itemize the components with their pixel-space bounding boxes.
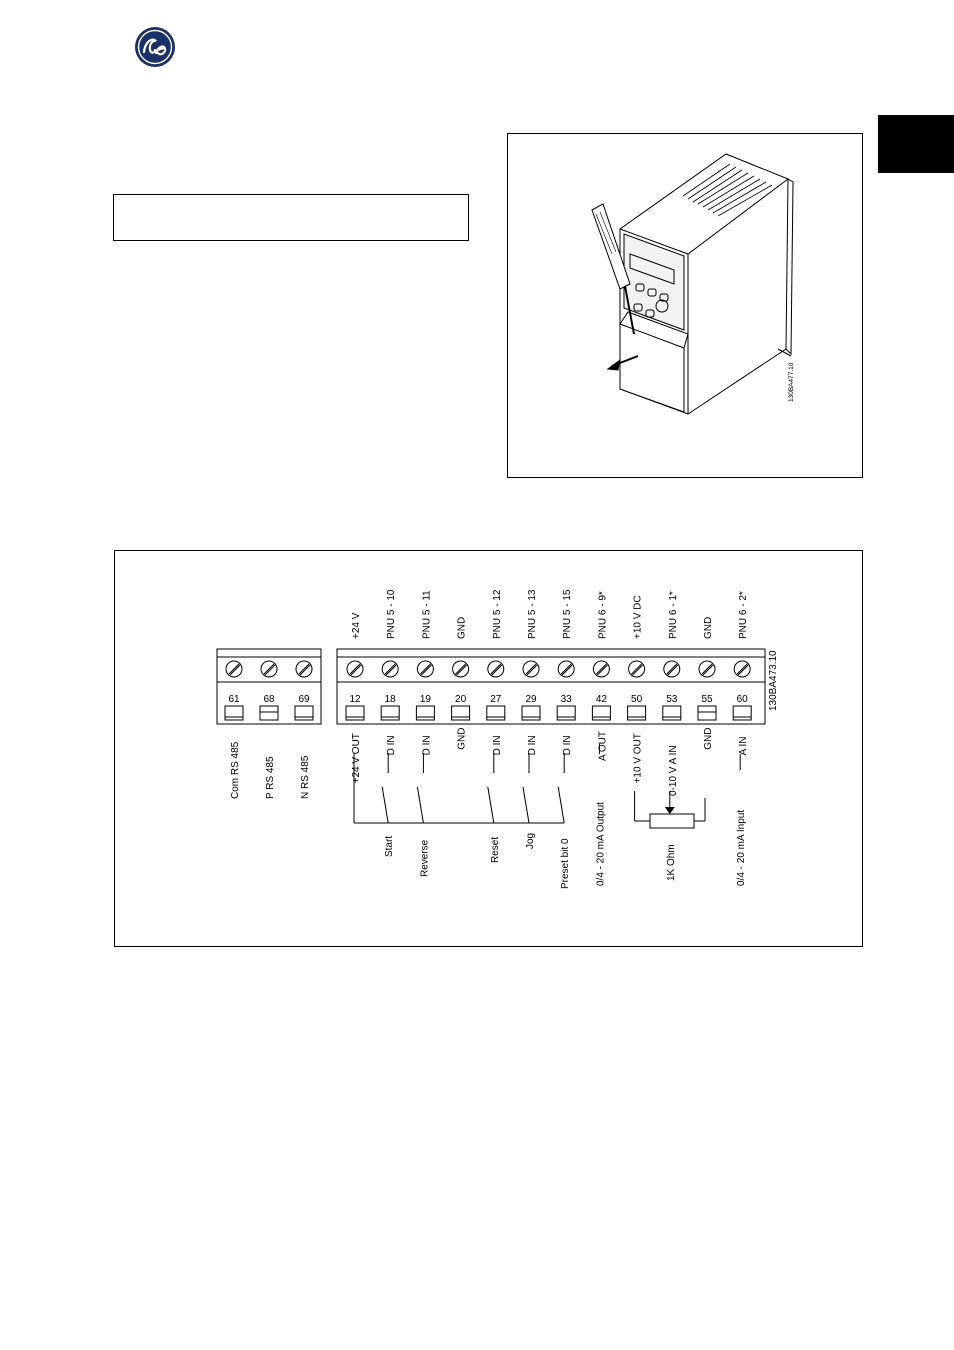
clamp-icon (698, 706, 716, 720)
product-figure (507, 133, 863, 478)
clamp-icon (522, 706, 540, 720)
clamp-icon (381, 706, 399, 720)
terminal-parameter-label: PNU 5 - 12 (491, 589, 503, 639)
clamp-icon (733, 706, 751, 720)
function-preset: Preset bit 0 (560, 838, 572, 889)
terminal-number: 33 (560, 694, 572, 705)
terminal-parameter-label: +10 V DC (632, 595, 644, 639)
terminal-function-label: A OUT (597, 730, 609, 761)
terminal-function-label: 0-10 V A IN (667, 745, 679, 796)
switch-contact (382, 787, 388, 823)
function-jog: Jog (525, 832, 536, 849)
terminal-function-label: A IN (738, 736, 750, 756)
terminal-function-label: D IN (491, 735, 503, 756)
function-start: Start (384, 835, 396, 857)
terminal-number: 61 (228, 694, 240, 705)
terminal-function-label: D IN (527, 735, 538, 756)
terminal-parameter-label: PNU 6 - 9* (597, 591, 609, 639)
clamp-icon (346, 706, 364, 720)
clamp-icon (557, 706, 575, 720)
rs485-label: Com RS 485 (230, 741, 241, 799)
potentiometer-icon (650, 814, 694, 828)
terminal-number: 69 (298, 694, 310, 705)
terminal-parameter-label: GND (456, 616, 468, 639)
terminal-number: 50 (631, 694, 643, 705)
clamp-icon (487, 706, 505, 720)
note-box (113, 194, 469, 241)
clamp-icon (592, 706, 610, 720)
function-aout: 0/4 - 20 mA Output (595, 802, 607, 886)
terminal-parameter-label: GND (703, 616, 714, 639)
terminal-parameter-label: PNU 6 - 1* (667, 591, 679, 639)
clamp-icon (452, 706, 470, 720)
switch-contact (558, 787, 564, 823)
function-reset: Reset (489, 836, 501, 863)
terminal-number: 55 (701, 694, 713, 705)
terminal-diagram (114, 550, 863, 947)
terminal-number: 12 (349, 694, 361, 705)
terminal-function-label: +10 V OUT (632, 733, 644, 784)
terminal-number: 53 (666, 694, 678, 705)
terminal-function-label: D IN (562, 735, 574, 756)
terminal-function-label: GND (456, 727, 468, 750)
terminal-function-label: +24 V OUT (351, 733, 362, 784)
switch-contact (417, 787, 423, 823)
terminal-parameter-label: PNU 5 - 10 (386, 589, 398, 639)
chapter-tab (878, 115, 954, 173)
terminal-number: 68 (263, 694, 275, 705)
function-pot: 1K Ohm (665, 844, 677, 881)
terminal-number: 18 (384, 694, 396, 705)
terminal-number: 42 (595, 694, 607, 705)
terminal-function-label: GND (703, 727, 714, 750)
terminal-parameter-label: PNU 5 - 15 (562, 589, 574, 639)
switch-contact (523, 787, 529, 823)
function-reverse: Reverse (419, 839, 431, 877)
ge-monogram-icon (134, 26, 176, 68)
terminal-parameter-label: PNU 5 - 11 (421, 590, 433, 639)
terminal-diagram-svg (115, 551, 862, 946)
clamp-icon (225, 706, 243, 720)
clamp-icon (295, 706, 313, 720)
terminal-parameter-label: PNU 6 - 2* (738, 591, 750, 639)
function-ain: 0/4 - 20 mA Input (736, 809, 748, 886)
rs485-label: N RS 485 (300, 755, 311, 799)
terminal-function-label: D IN (386, 735, 398, 756)
wiper-arrow-icon (665, 807, 675, 814)
terminal-number: 20 (455, 694, 467, 705)
terminal-function-label: D IN (421, 735, 433, 756)
terminal-number: 19 (419, 694, 431, 705)
switch-contact (488, 787, 494, 823)
clamp-icon (628, 706, 646, 720)
clamp-icon (260, 706, 278, 720)
clamp-icon (663, 706, 681, 720)
terminal-parameter-label: PNU 5 - 13 (527, 589, 538, 639)
terminal-number: 60 (736, 694, 748, 705)
terminal-parameter-label: +24 V (351, 612, 362, 639)
diagram-code: 130BA473.10 (768, 650, 779, 711)
clamp-icon (416, 706, 434, 720)
terminal-number: 29 (525, 694, 537, 705)
terminal-number: 27 (490, 694, 502, 705)
drive-illustration (508, 134, 862, 477)
rs485-label: P RS 485 (265, 756, 276, 799)
figure-code: 130BA477.10 (788, 362, 795, 402)
